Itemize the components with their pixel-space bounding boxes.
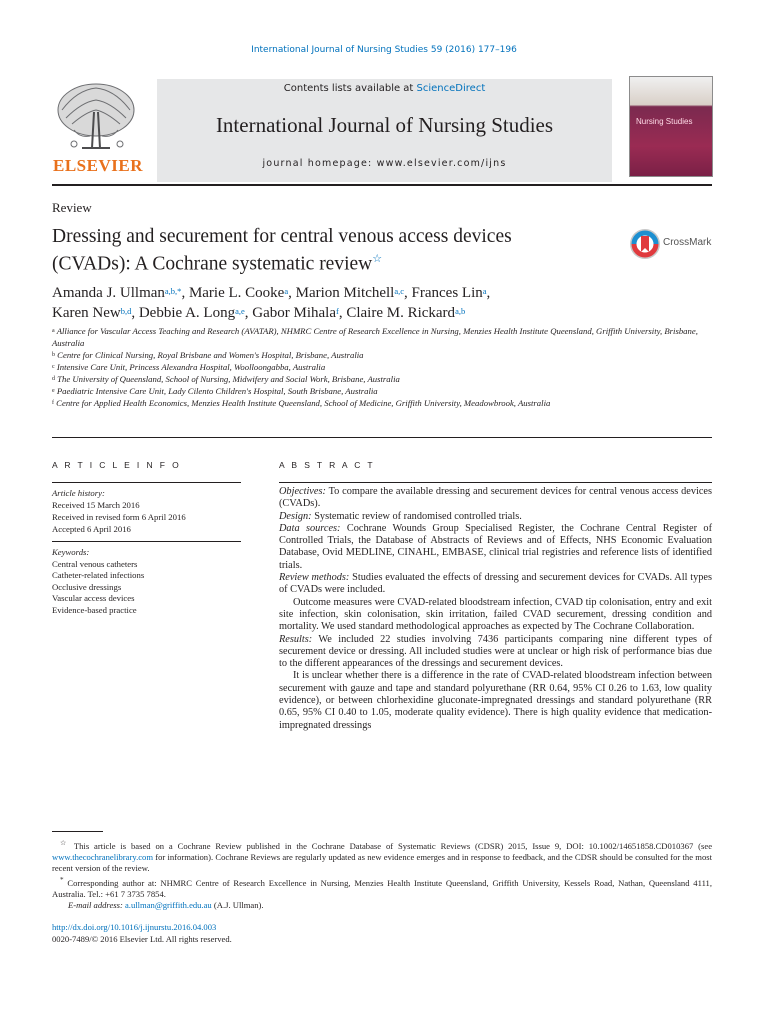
history-item: Accepted 6 April 2016: [52, 524, 131, 534]
history-item: Received in revised form 6 April 2016: [52, 512, 186, 522]
author-affil-mark[interactable]: b,d: [120, 306, 132, 316]
homepage-link[interactable]: www.elsevier.com/ijns: [376, 158, 507, 169]
homepage-prefix: journal homepage:: [262, 158, 377, 169]
author-line-2: [52, 303, 672, 323]
author-affil-mark[interactable]: a,e: [235, 306, 245, 316]
sciencedirect-link[interactable]: ScienceDirect: [416, 83, 486, 94]
cover-title: Nursing Studies: [636, 117, 693, 126]
keyword-item: Catheter-related infections: [52, 570, 145, 581]
title-line-2: (CVADs): A Cochrane systematic review: [52, 253, 373, 275]
contents-prefix: Contents lists available at: [283, 83, 417, 94]
article-info-heading: A R T I C L E I N F O: [52, 460, 182, 470]
copyright-line: 0020-7489/© 2016 Elsevier Ltd. All rights reserved.: [52, 934, 232, 944]
footnote-block: [52, 838, 712, 912]
affiliation-item: $^c$ Intensive Care Unit, Princess Alexandra Hospital, Woolloongabba, Australia: [52, 362, 326, 372]
section-divider: [52, 437, 712, 438]
journal-cover-thumbnail: [629, 76, 713, 177]
title-line-1: Dressing and securement for central venous access devices: [52, 226, 512, 247]
journal-homepage: [157, 158, 612, 169]
abstract-objectives: Objectives: To compare the available dressing and securement devices for central venous access devices (CVADs).: [279, 486, 712, 510]
abstract-outcomes: Outcome measures were CVAD-related bloodstream infection, CVAD tip colonisation, entry and exit site infection, skin colonisation, skin irritation, failed CVAD securement, dressing condition and mortality. We used standard methodological approaches as expected by The Cochrane Collaboration.: [279, 596, 712, 633]
footnote-email: E-mail address: a.ullman@griffith.edu.au (A.J. Ullman).: [68, 900, 264, 911]
cochrane-library-link[interactable]: www.thecochranelibrary.com: [52, 852, 154, 863]
keywords-rule: [52, 541, 241, 542]
author-list: [52, 283, 672, 323]
affiliation-item: $^f$ Centre for Applied Health Economics, Menzies Health Institute Queensland, School of Medicine, Griffith University, Meadowbrook, Australia: [52, 398, 551, 408]
author-name: Amanda J. Ullman: [52, 285, 165, 301]
author-name: Debbie A. Long: [138, 305, 236, 321]
keyword-item: Occlusive dressings: [52, 581, 122, 592]
affiliation-list: [52, 325, 712, 409]
abstract-rule: [279, 482, 712, 483]
keywords-label: Keywords:: [52, 547, 90, 557]
author-name: Marion Mitchell: [295, 285, 395, 301]
article-info-rule: [52, 482, 241, 483]
abstract-heading: A B S T R A C T: [279, 460, 376, 470]
article-history: [52, 487, 242, 535]
author-affil-mark[interactable]: a,b: [455, 306, 466, 316]
author-sep: ,: [486, 285, 491, 301]
abstract-results: Results: We included 22 studies involving 7436 participants comparing nine different types of securement device or dressing. All included studies were at unclear or high risk of performance bias due to the different appearances of the dressings and securement devices.: [279, 633, 713, 670]
abstract-methods: Review methods: Studies evaluated the effects of dressing and securement devices for CVADs. All types of CVADs were included.: [279, 572, 712, 596]
keyword-item: Evidence-based practice: [52, 604, 137, 615]
elsevier-wordmark: ELSEVIER: [53, 156, 143, 175]
title-footnote-mark[interactable]: ☆: [372, 253, 383, 265]
keyword-list: [52, 547, 242, 617]
author-sep: ,: [244, 305, 253, 321]
author-affil-mark[interactable]: a: [284, 286, 289, 296]
doi-link[interactable]: http://dx.doi.org/10.1016/j.ijnurstu.2016.04.003: [52, 922, 217, 932]
author-sep: ,: [338, 305, 347, 321]
author-name: Karen New: [52, 305, 121, 321]
article-title: [52, 225, 612, 276]
keyword-item: Central venous catheters: [52, 558, 138, 569]
header-divider: [52, 184, 712, 186]
footnote-rule: [52, 831, 103, 832]
affiliation-item: $^b$ Centre for Clinical Nursing, Royal Brisbane and Women's Hospital, Brisbane, Australia: [52, 350, 364, 360]
author-affil-mark[interactable]: a: [482, 286, 487, 296]
crossmark-icon: [629, 228, 661, 260]
history-item: Received 15 March 2016: [52, 500, 140, 510]
author-affil-mark[interactable]: a,c: [394, 286, 405, 296]
author-name: Claire M. Rickard: [346, 305, 456, 321]
author-email-link[interactable]: a.ullman@griffith.edu.au: [124, 900, 212, 911]
author-sep: ,: [404, 285, 412, 301]
affiliation-item: $^e$ Paediatric Intensive Care Unit, Lady Cilento Children's Hospital, South Brisbane, Australia: [52, 386, 378, 396]
footnote-corresponding: * Corresponding author at: NHMRC Centre of Research Excellence in Nursing, Menzies Health Institute Queensland, Griffith University, Kessels Road, Nathan, Queensland 4111, Australia. Tel.: +61 7 3735 7854.: [52, 875, 712, 899]
footnote-star: ☆ This article is based on a Cochrane Review published in the Cochrane Database of Systematic Reviews (CDSR) 2015, Issue 9, DOI: 10.1002/14651858.CD010367 (see www.thecochranelibrary.com for information). Cochrane Reviews are regularly updated as new evidence emerges and in response to feedback, and the CDSR should be consulted for the most recent version of the review.: [52, 839, 713, 874]
affiliation-item: $^d$ The University of Queensland, School of Nursing, Midwifery and Social Work, Brisbane, Australia: [52, 374, 400, 384]
contents-line: [157, 83, 612, 94]
crossmark-label: CrossMark: [663, 237, 712, 248]
author-affil-mark[interactable]: a,b,*: [164, 286, 182, 296]
abstract-design: Design: Systematic review of randomised controlled trials.: [279, 510, 522, 522]
abstract-results-continued: It is unclear whether there is a difference in the rate of CVAD-related bloodstream infection between securement with gauze and tape and standard polyurethane (RR 0.64, 95% CI 0.26 to 1.63, low quality evidence), or between chlorhexidine gluconate-impregnated dressings and standard polyurethane (RR 0.65, 95% CI 0.40 to 1.05, moderate quality evidence). There is high quality evidence that medication-impregnated dressings: [279, 670, 712, 731]
journal-citation-link[interactable]: International Journal of Nursing Studies 59 (2016) 177–196: [251, 45, 517, 55]
author-line-1: [52, 283, 672, 303]
keyword-item: Vascular access devices: [52, 593, 135, 604]
author-sep: ,: [181, 285, 189, 301]
article-type: Review: [52, 200, 92, 215]
author-name: Marie L. Cooke: [188, 285, 285, 301]
author-name: Frances Lin: [411, 285, 483, 301]
author-sep: ,: [288, 285, 296, 301]
author-name: Gabor Mihala: [252, 305, 336, 321]
history-label: Article history:: [52, 488, 105, 498]
author-affil-mark[interactable]: f: [335, 306, 339, 316]
journal-name: International Journal of Nursing Studies: [215, 113, 554, 137]
abstract-body: [279, 486, 712, 732]
abstract-sources: Data sources: Cochrane Wounds Group Specialised Register, the Cochrane Central Register of Controlled Trials, the Database of Abstracts of Reviews and of Effects, NHS Economic Evaluation Database, Ovid MEDLINE, CINAHL, EMBASE, clinical trial registries and reference lists of identified trials.: [279, 522, 712, 571]
affiliation-item: $^a$ Alliance for Vascular Access Teaching and Research (AVATAR), NHMRC Centre of Research Excellence in Nursing, Menzies Health Institute Queensland, Griffith University, Brisbane, Australia: [52, 326, 698, 348]
author-sep: ,: [131, 305, 139, 321]
